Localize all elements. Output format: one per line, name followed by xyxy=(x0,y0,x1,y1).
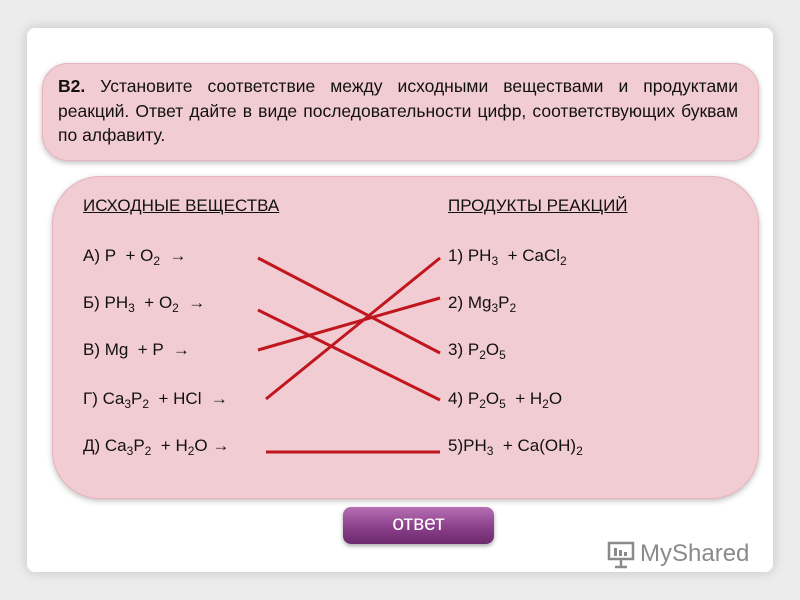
product-2: 2) $Mg_3P_2$ xyxy=(448,293,517,315)
task-body: Установите соответствие между исходными веществами и продуктами реакций. Ответ дайте в виде последовательности цифр, соответствующих буквам по алфавиту. xyxy=(58,76,738,145)
reactants-header: ИСХОДНЫЕ ВЕЩЕСТВА xyxy=(83,196,280,215)
products-header: ПРОДУКТЫ РЕАКЦИЙ xyxy=(448,196,628,215)
reactant-g: Г) $Ca_3P_2$ + HCl → xyxy=(83,389,228,411)
reactant-b: Б) $PH_3 + O_2$ → xyxy=(83,293,206,315)
task-label: В2. xyxy=(58,76,86,96)
product-1: 1) $PH_3$ + CaCl$_2$ xyxy=(448,246,567,268)
task-text xyxy=(58,74,738,148)
product-4: 4) $P_2O_5 + H_2O$ xyxy=(448,389,563,411)
reactant-d: Д) $Ca_3P_2 + H_2O$ → xyxy=(83,436,230,458)
myshared-logo xyxy=(606,536,749,572)
presentation-board-icon xyxy=(606,539,636,569)
reactant-a: А) $P + O_2$ → xyxy=(83,246,187,268)
reactant-v: В) Mg + P → xyxy=(83,340,190,359)
logo-text: MyShared xyxy=(640,540,750,567)
answer-button[interactable]: ответ xyxy=(343,507,494,544)
product-3: 3) $P_2O_5$ xyxy=(448,340,506,362)
product-5: $5)PH_3 + Ca(OH)_2$ xyxy=(448,436,583,458)
